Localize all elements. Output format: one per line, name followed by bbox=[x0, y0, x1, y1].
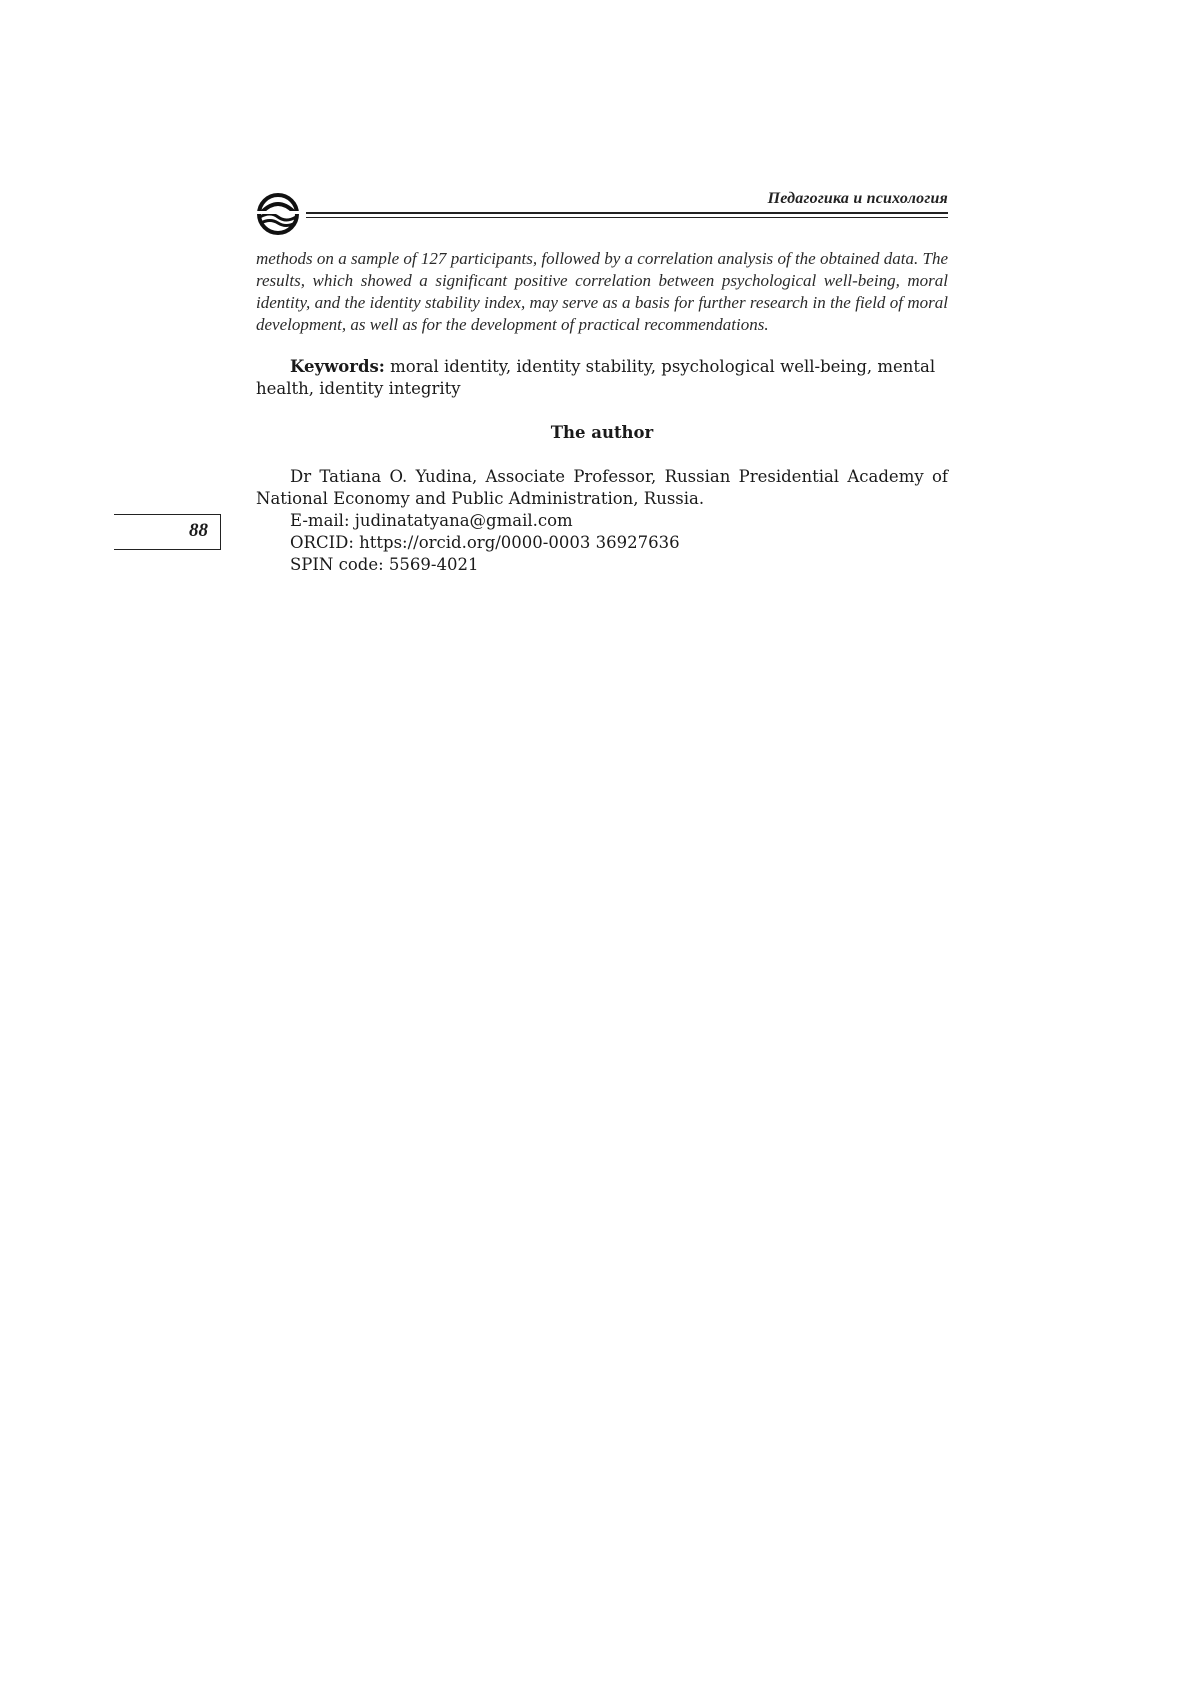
keywords-paragraph bbox=[256, 356, 948, 400]
article-content bbox=[256, 248, 948, 576]
keywords-label: Keywords: bbox=[290, 357, 385, 376]
header-rule-thick bbox=[306, 212, 948, 214]
page-header bbox=[256, 186, 948, 238]
keywords-text: moral identity, identity stability, psychological well-being, mental health, identity integrity bbox=[256, 357, 936, 398]
page-number: 88 bbox=[189, 520, 208, 541]
author-info bbox=[256, 466, 948, 576]
author-heading: The author bbox=[550, 423, 654, 442]
author-email: E-mail: judinatatyana@gmail.com bbox=[290, 511, 573, 530]
journal-logo-icon bbox=[256, 192, 300, 236]
author-affiliation: Dr Tatiana O. Yudina, Associate Professor, Russian Presidential Academy of National Economy and Public Administration, Russia. bbox=[256, 467, 948, 508]
header-rule-thin bbox=[306, 217, 948, 218]
abstract-text: methods on a sample of 127 participants, followed by a correlation analysis of the obtained data. The results, which showed a significant positive correlation between psychological well-being, moral identity, and the identity stability index, may serve as a basis for further research in the field of moral development, as well as for the development of practical recommendations. bbox=[256, 249, 948, 334]
running-head: Педагогика и психология bbox=[767, 190, 948, 207]
author-orcid: ORCID: https://orcid.org/0000-0003 36927636 bbox=[290, 533, 680, 552]
author-spin: SPIN code: 5569-4021 bbox=[290, 555, 479, 574]
page-number-box bbox=[114, 514, 221, 550]
